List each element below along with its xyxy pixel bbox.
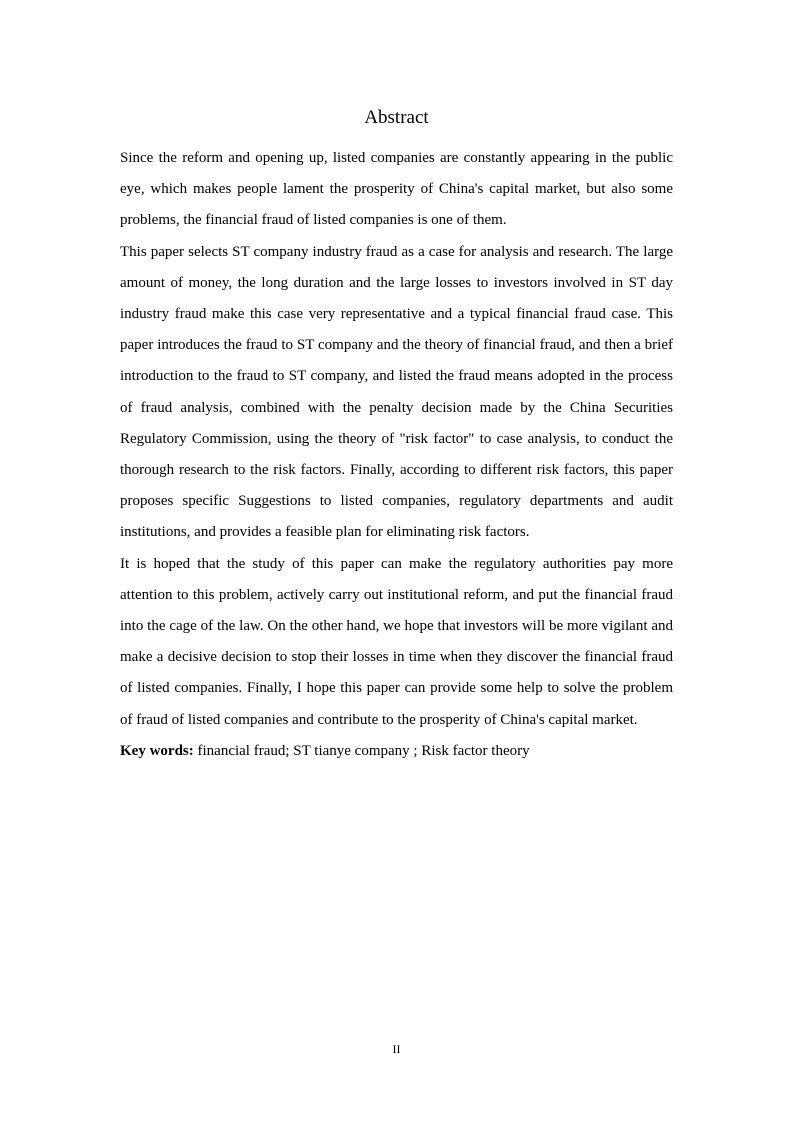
abstract-title: Abstract bbox=[364, 107, 429, 128]
abstract-paragraph-1: Since the reform and opening up, listed companies are constantly appearing in the public eye, which makes people lament the prosperity of China's capital market, but also some problems, the financial fraud of listed companies is one of them. bbox=[120, 150, 673, 229]
page-number: II bbox=[392, 1042, 401, 1056]
abstract-paragraph-2: This paper selects ST company industry fraud as a case for analysis and research. The large amount of money, the long duration and the large losses to investors involved in ST day industry fraud make this case very representative and a typical financial fraud case. This paper introduces the fraud to ST company and the theory of financial fraud, and then a brief introduction to the fraud to ST company, and listed the fraud means adopted in the process of fraud analysis, combined with the penalty decision made by the China Securities Regulatory Commission, using the theory of "risk factor" to case analysis, to conduct the thorough research to the risk factors. Finally, according to different risk factors, this paper proposes specific Suggestions to listed companies, regulatory departments and audit institutions, and provides a feasible plan for eliminating risk factors. bbox=[120, 243, 673, 541]
abstract-paragraph-3: It is hoped that the study of this paper can make the regulatory authorities pay more attention to this problem, actively carry out institutional reform, and put the financial fraud into the cage of the law. On the other hand, we hope that investors will be more vigilant and make a decisive decision to stop their losses in time when they discover the financial fraud of listed companies. Finally, I hope this paper can provide some help to solve the problem of fraud of listed companies and contribute to the prosperity of China's capital market. bbox=[120, 555, 673, 728]
keywords-line bbox=[120, 736, 673, 767]
keywords-text: financial fraud; ST tianye company ; Risk factor theory bbox=[193, 742, 530, 759]
keywords-label: Key words: bbox=[120, 742, 194, 759]
abstract-body bbox=[120, 143, 673, 767]
